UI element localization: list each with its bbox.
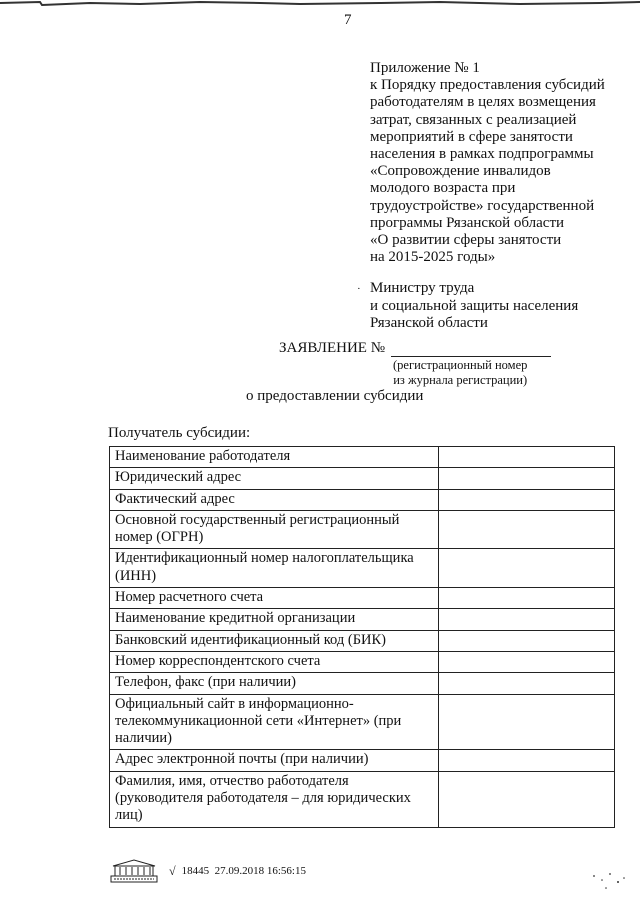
row-label: Телефон, факс (при наличии) bbox=[110, 673, 439, 694]
table-row bbox=[110, 630, 615, 651]
row-value-cell[interactable] bbox=[439, 489, 615, 510]
row-value-cell[interactable] bbox=[439, 630, 615, 651]
appendix-line: затрат, связанных с реализацией bbox=[370, 111, 577, 128]
table-row bbox=[110, 549, 615, 588]
row-label: Идентификационный номер налогоплательщика (ИНН) bbox=[110, 549, 439, 588]
table-row bbox=[110, 447, 615, 468]
row-label: Основной государственный регистрационный номер (ОГРН) bbox=[110, 510, 439, 549]
statement-title: ЗАЯВЛЕНИЕ № bbox=[279, 340, 386, 356]
registration-note-line: (регистрационный номер bbox=[393, 358, 528, 372]
table-row bbox=[110, 468, 615, 489]
appendix-line: работодателям в целях возмещения bbox=[370, 94, 596, 111]
row-value-cell[interactable] bbox=[439, 694, 615, 750]
appendix-line: мероприятий в сфере занятости bbox=[370, 128, 573, 145]
row-value-cell[interactable] bbox=[439, 447, 615, 468]
row-value-cell[interactable] bbox=[439, 609, 615, 630]
table-row bbox=[110, 694, 615, 750]
scan-speckle-marks bbox=[588, 868, 628, 894]
government-building-logo-icon bbox=[109, 858, 159, 884]
row-value-cell[interactable] bbox=[439, 771, 615, 827]
registration-note-line: из журнала регистрации) bbox=[393, 373, 528, 387]
row-label: Юридический адрес bbox=[110, 468, 439, 489]
row-label: Банковский идентификационный код (БИК) bbox=[110, 630, 439, 651]
statement-subtitle: о предоставлении субсидии bbox=[246, 388, 424, 404]
appendix-line: программы Рязанской области bbox=[370, 214, 565, 231]
appendix-line: населения в рамках подпрограммы bbox=[370, 146, 594, 163]
row-label: Наименование работодателя bbox=[110, 447, 439, 468]
addressee-line: и социальной защиты населения bbox=[370, 297, 579, 314]
row-label: Номер расчетного счета bbox=[110, 588, 439, 609]
row-value-cell[interactable] bbox=[439, 468, 615, 489]
recipient-label: Получатель субсидии: bbox=[108, 425, 251, 441]
appendix-line: трудоустройстве» государственной bbox=[370, 197, 595, 214]
row-value-cell[interactable] bbox=[439, 588, 615, 609]
table-row bbox=[110, 771, 615, 827]
row-label: Наименование кредитной организации bbox=[110, 609, 439, 630]
recipient-info-table bbox=[109, 446, 615, 828]
table-row bbox=[110, 651, 615, 672]
document-number: 18445 bbox=[181, 865, 210, 877]
table-row bbox=[110, 673, 615, 694]
row-label: Фамилия, имя, отчество работодателя (руководителя работодателя – для юридических лиц) bbox=[110, 771, 439, 827]
table-row bbox=[110, 609, 615, 630]
row-label: Фактический адрес bbox=[110, 489, 439, 510]
row-value-cell[interactable] bbox=[439, 673, 615, 694]
document-timestamp: 27.09.2018 16:56:15 bbox=[214, 865, 306, 877]
page-number: 7 bbox=[344, 12, 352, 28]
appendix-line: «Сопровождение инвалидов bbox=[370, 163, 551, 180]
appendix-line: «О развитии сферы занятости bbox=[370, 232, 562, 249]
row-label: Адрес электронной почты (при наличии) bbox=[110, 750, 439, 771]
check-mark: √ bbox=[169, 863, 176, 878]
appendix-line: Приложение № 1 bbox=[370, 60, 480, 76]
table-row bbox=[110, 588, 615, 609]
statement-heading bbox=[279, 340, 551, 357]
document-footer bbox=[109, 858, 306, 884]
appendix-line: молодого возраста при bbox=[370, 180, 516, 197]
addressee-line: Рязанской области bbox=[370, 315, 488, 331]
appendix-line: к Порядку предоставления субсидий bbox=[370, 77, 605, 94]
row-value-cell[interactable] bbox=[439, 549, 615, 588]
row-value-cell[interactable] bbox=[439, 651, 615, 672]
row-value-cell[interactable] bbox=[439, 750, 615, 771]
top-edge-scan-line bbox=[0, 0, 640, 6]
appendix-block bbox=[370, 60, 632, 266]
scan-dot: · bbox=[357, 283, 361, 295]
table-row bbox=[110, 489, 615, 510]
registration-number-blank[interactable] bbox=[391, 342, 551, 357]
addressee-block bbox=[370, 280, 632, 333]
appendix-line: на 2015-2025 годы» bbox=[370, 249, 496, 266]
table-row bbox=[110, 750, 615, 771]
row-label: Официальный сайт в информационно-телекоммуникационной сети «Интернет» (при наличии) bbox=[110, 694, 439, 750]
addressee-line: Министру труда bbox=[370, 280, 475, 296]
row-value-cell[interactable] bbox=[439, 510, 615, 549]
registration-note bbox=[393, 358, 527, 388]
table-row bbox=[110, 510, 615, 549]
row-label: Номер корреспондентского счета bbox=[110, 651, 439, 672]
